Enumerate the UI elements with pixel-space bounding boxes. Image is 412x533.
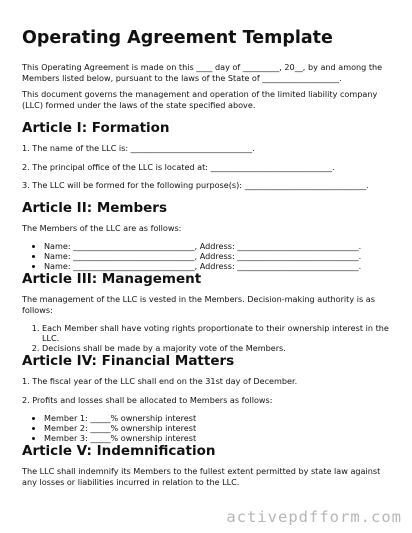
article-5-text: The LLC shall indemnify its Members to the fullest extent permitted by state law against any losses or liabilities incurred in relation to the LLC. — [22, 466, 381, 487]
management-list — [22, 323, 390, 353]
ownership-entry: • Member 2: _____% ownership interest — [44, 423, 390, 433]
member-list — [22, 241, 390, 271]
article-3-heading: Article III: Management — [22, 271, 202, 287]
intro-paragraph-2: This document governs the management and operation of the limited liability company (LLC) formed under the laws of the state specified above. — [22, 89, 378, 110]
ownership-entry: • Member 3: _____% ownership interest — [44, 433, 390, 443]
member-entry: • Name: ______________________________, Address: ______________________________. — [44, 261, 390, 271]
article-5-heading: Article V: Indemnification — [22, 443, 216, 459]
ownership-entry: • Member 1: _____% ownership interest — [44, 413, 390, 423]
article-4-heading: Article IV: Financial Matters — [22, 353, 235, 369]
article-4-line-2: 2. Profits and losses shall be allocated to Members as follows: — [22, 394, 273, 405]
article-1-line-3: 3. The LLC will be formed for the following purpose(s): ______________________________. — [22, 180, 369, 190]
member-entry: • Name: ______________________________, Address: ______________________________. — [44, 241, 390, 251]
article-3-intro: The management of the LLC is vested in the Members. Decision-making authority is as follows: — [22, 294, 375, 315]
management-item: 1. Each Member shall have voting rights proportionate to their ownership interest in the LLC. — [42, 323, 390, 343]
intro-paragraph-1: This Operating Agreement is made on this ____ day of _________, 20__, by and among the Members listed below, pursuant to the laws of the State of ___________________. — [22, 62, 383, 83]
article-1-heading: Article I: Formation — [22, 120, 170, 136]
article-4-line-1: 1. The fiscal year of the LLC shall end on the 31st day of December. — [22, 376, 298, 386]
watermark-logo: activepdfform.com — [226, 508, 402, 526]
article-2-heading: Article II: Members — [22, 199, 167, 216]
article-1-line-2: 2. The principal office of the LLC is located at: ______________________________. — [22, 161, 335, 172]
article-1-line-1: 1. The name of the LLC is: ______________________________. — [22, 143, 255, 153]
member-entry: • Name: ______________________________, Address: ______________________________. — [44, 251, 390, 261]
document-title: Operating Agreement Template — [22, 28, 333, 48]
article-2-intro: The Members of the LLC are as follows: — [22, 222, 182, 233]
ownership-list — [22, 413, 390, 443]
management-item: 2. Decisions shall be made by a majority vote of the Members. — [42, 343, 390, 353]
